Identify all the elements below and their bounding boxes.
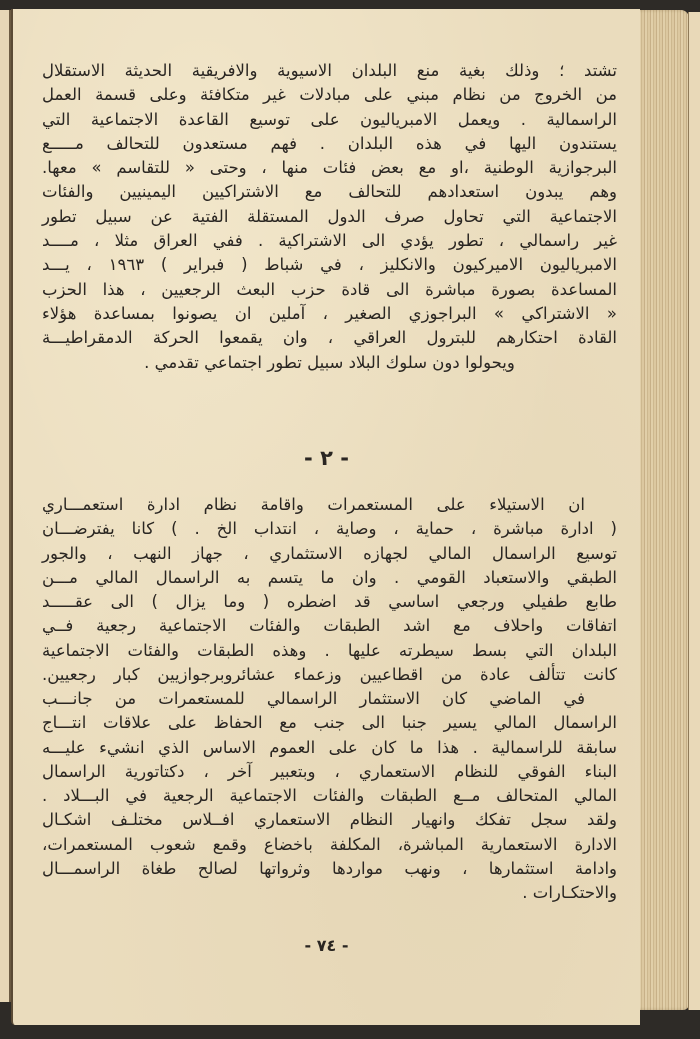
- text-line: توسيع الراسمال المالي لجهازه الاستثماري ، جهاز النهب ، والجور: [42, 543, 617, 563]
- paragraph-continued: [42, 59, 617, 375]
- text-line: من الخروج من نظام مبني على مبادلات غير متكافئة وعلى قسمة العمل: [42, 85, 617, 105]
- text-line: الاجتماعية التي تحاول صرف الدول المستقلة الفتية عن سبيل تطور: [42, 206, 617, 226]
- text-line: الراسمالية . ويعمل الامبرياليون على توسيع القاعدة الاجتماعية التي: [42, 109, 617, 129]
- text-line: الامبرياليون الاميركيون والانكليز ، في شباط ( فبراير ) ١٩٦٣ ، يـــد: [42, 255, 617, 275]
- text-line: وهم يبدون استعدادهم للتحالف مع الاشتراكيين اليمينيين والفئات: [42, 182, 617, 202]
- text-line: ولقد سجل تفكك وانهيار النظام الاستعماري افــلاس مختلـف اشكـال: [42, 810, 617, 830]
- text-line: القادة احتكارهم للبترول العراقي ، وان يقمعوا الحركة الدمقراطيـــة: [42, 328, 617, 348]
- book-page-stack-edges: [633, 10, 689, 1010]
- book-cover-edge: [688, 12, 700, 1010]
- paragraph-past-colonialism: [42, 687, 617, 906]
- text-line: البلدان التي بسط سيطرته عليها . وهذه الطبقات والفئات الاجتماعية: [42, 640, 617, 660]
- text-line: ( ادارة مباشرة ، حماية ، وصاية ، انتداب الخ . ) كانا يفترضـــان: [42, 519, 617, 539]
- text-line-final: ويحولوا دون سلوك البلاد سبيل تطور اجتماعي تقدمي .: [144, 352, 515, 372]
- text-line-final: والاحتكـارات .: [522, 883, 617, 903]
- text-line: كانت تتألف عادة من اقطاعيين وزعماء عشائروبرجوازيين كبار رجعيين.: [42, 665, 617, 685]
- text-line: الطبقي والاستعباد القومي . وان ما يتسم به الراسمال المالي مـــن: [42, 567, 617, 587]
- book-page: [11, 9, 640, 1025]
- text-line: المالي المتحالف مــع الطبقات والفئات الاجتماعية الرجعية في البـــلاد .: [42, 786, 617, 806]
- text-line: البناء الفوقي للنظام الاستعماري ، وبتعبير آخر ، دكتاتورية الراسمال: [42, 761, 617, 781]
- text-line: سابقة للراسمالية . هذا ما كان على العموم الاساس الذي انشيء عليـــه: [42, 737, 617, 757]
- text-line: « الاشتراكي » البراجوزي الصغير ، آملين ان يصونوا بمساعدة هؤلاء: [42, 303, 617, 323]
- text-line: يستندون اليها في هذه البلدان . فهم مستعدون للتحالف مـــــع: [42, 133, 617, 153]
- text-line: اتفاقات واحلاف مع اشد الطبقات والفئات الاجتماعية رجعية فــي: [42, 616, 617, 636]
- text-line: طابع طفيلي ورجعي اساسي قد اضطره ( وما يزال ) الى عقـــــد: [42, 592, 617, 612]
- text-line: الادارة الاستعمارية المباشرة، المكلفة باخضاع وقمع شعوب المستعمرات،: [42, 834, 617, 854]
- paragraph-section-2-intro: [42, 493, 617, 687]
- text-line-first: ان الاستيلاء على المستعمرات واقامة نظام ادارة استعمـــاري: [42, 495, 585, 514]
- text-line: غير راسمالي ، تطور يؤدي الى الاشتراكية . ففي العراق مثلا ، مــــد: [42, 231, 617, 251]
- text-line: تشتد ؛ وذلك بغية منع البلدان الاسيوية والافريقية الحديثة الاستقلال: [42, 61, 617, 80]
- text-line: المساعدة بصورة مباشرة الى قادة حزب البعث الرجعيين ، هذا الحزب: [42, 279, 617, 299]
- previous-page-edge: [0, 10, 11, 1002]
- text-line: وادامة استثمارها ، ونهب مواردها وثرواتها لصالح طغاة الراسمـــال: [42, 859, 617, 879]
- text-line-first: في الماضي كان الاستثمار الراسمالي للمستعمرات من جانـــب: [42, 689, 585, 708]
- section-heading-number: - ٢ -: [304, 446, 349, 470]
- page-number: - ٧٤ -: [304, 936, 349, 955]
- text-line: البرجوازية الوطنية ،او مع بعض فئات منها ، وحتى « للتقاسم » معها.: [42, 158, 617, 178]
- text-line: الراسمال المالي يسير جنبا الى جنب مع الحفاظ على علاقات انتـــاج: [42, 713, 617, 733]
